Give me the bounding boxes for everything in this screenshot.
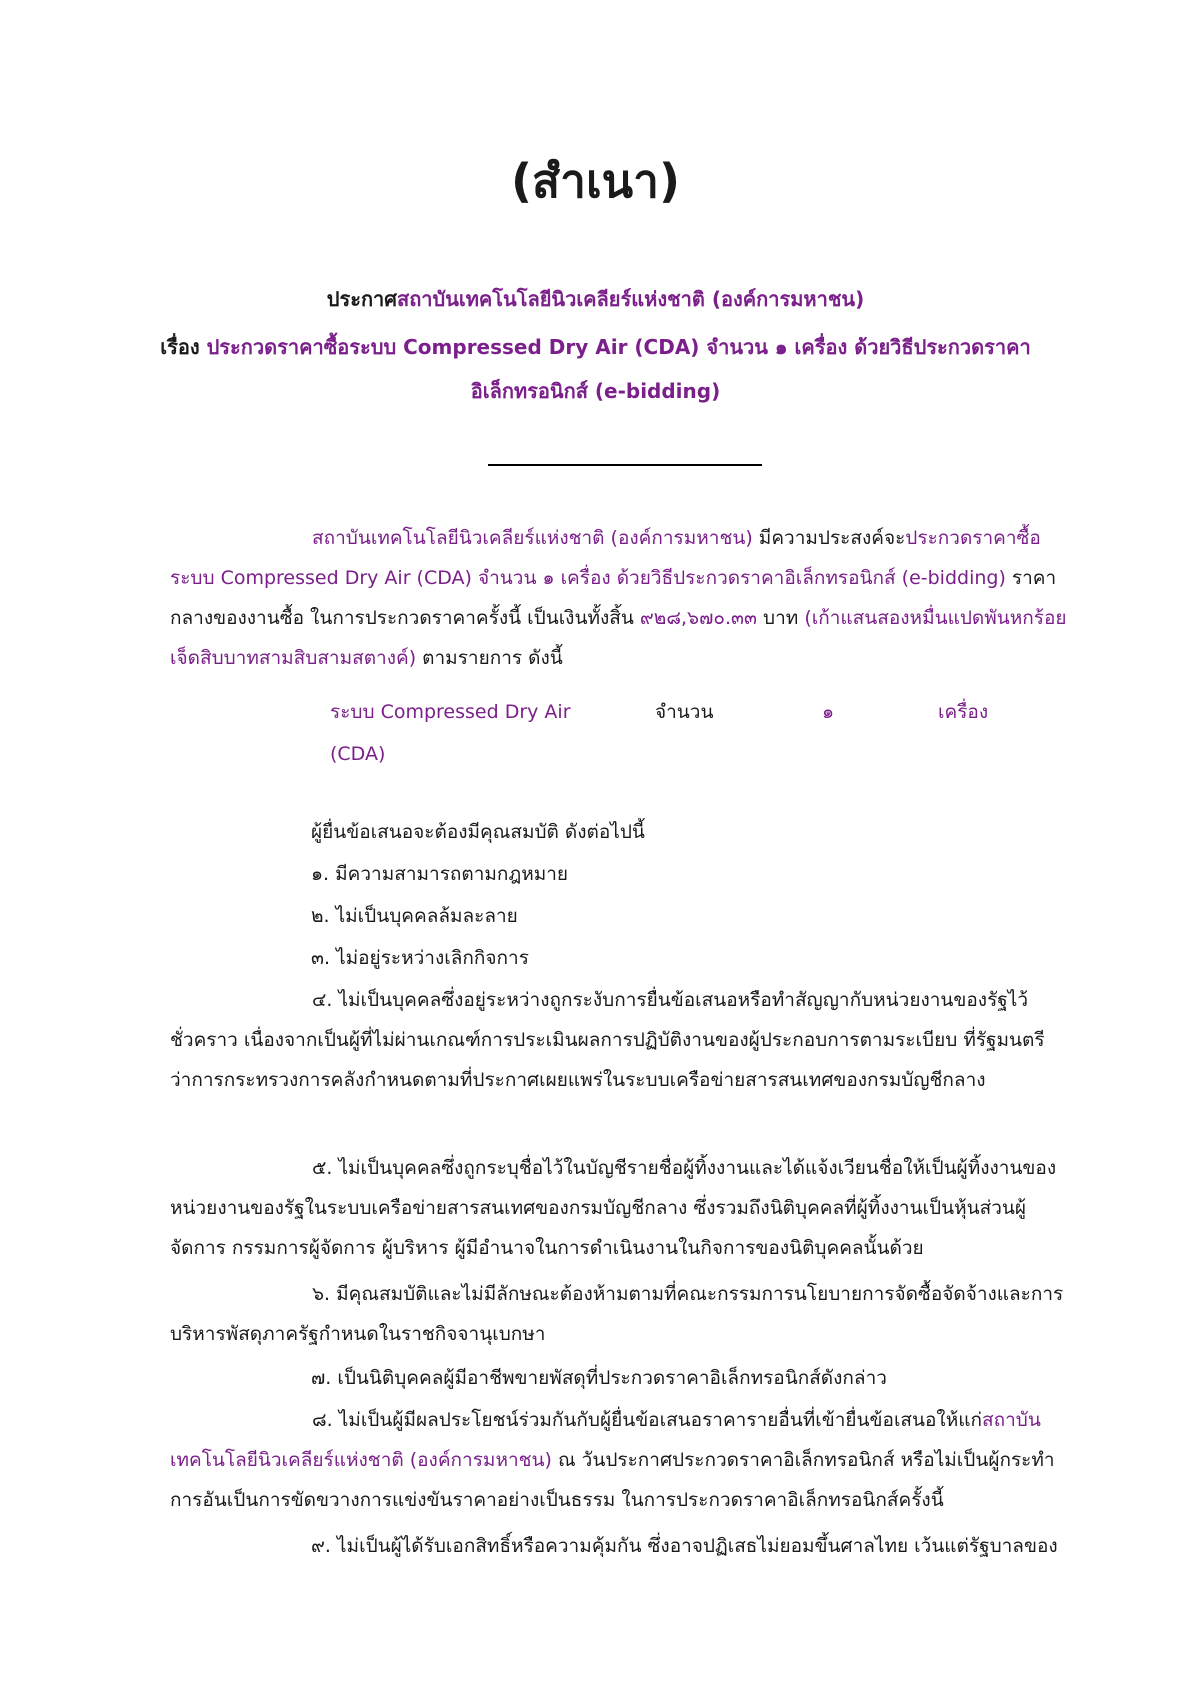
announcement-prefix: ประกาศ — [326, 287, 397, 311]
item-qty-label: จำนวน — [655, 701, 714, 723]
qualification-item: ๑. มีความสามารถตามกฎหมาย — [311, 863, 569, 885]
intro-amount: ๙๒๘,๖๗๐.๓๓ — [639, 607, 757, 629]
qualification-item: ๕. ไม่เป็นบุคคลซึ่งถูกระบุชื่อไว้ในบัญชีรายชื่อผู้ทิ้งงานและได้แจ้งเวียนชื่อให้เป็นผู้ทิ้งงานของหน่วยงานของรัฐในระบบเครือข่ายสารสนเทศของกรมบัญชีกลาง ซึ่งรวมถึงนิติบุคคลที่ผู้ทิ้งงานเป็นหุ้นส่วนผู้จัดการ กรรมการผู้จัดการ ผู้บริหาร ผู้มีอำนาจในการดำเนินงานในกิจการของนิติบุคคลนั้นด้วย — [170, 1157, 1057, 1259]
intro-amount-words: (เก้าแสนสองหมื่นแปดพันหกร้อยเจ็ดสิบบาทสามสิบสามสตางค์) — [170, 607, 1067, 669]
qualification-item — [170, 1400, 1080, 1520]
item-unit: เครื่อง — [938, 701, 989, 723]
q8-org: สถาบันเทคโนโลยีนิวเคลียร์แห่งชาติ (องค์การมหาชน) — [170, 1409, 1041, 1471]
qualification-item: ๓. ไม่อยู่ระหว่างเลิกกิจการ — [311, 947, 529, 969]
intro-org: สถาบันเทคโนโลยีนิวเคลียร์แห่งชาติ (องค์การมหาชน) — [312, 527, 753, 549]
qualification-item: ๖. มีคุณสมบัติและไม่มีลักษณะต้องห้ามตามที่คณะกรรมการนโยบายการจัดซื้อจัดจ้างและการบริหารพัสดุภาครัฐกำหนดในราชกิจจานุเบกษา — [170, 1283, 1064, 1345]
subject-text: ประกวดราคาซื้อระบบ Compressed Dry Air (CDA) จำนวน ๑ เครื่อง ด้วยวิธีประกวดราคา — [206, 335, 1031, 359]
q8-text-a: ๘. ไม่เป็นผู้มีผลประโยชน์ร่วมกันกับผู้ยื่นข้อเสนอราคารายอื่นที่เข้ายื่นข้อเสนอให้แก่ — [312, 1409, 982, 1431]
announcement-line-2 — [0, 334, 1191, 360]
announcement-org: สถาบันเทคโนโลยีนิวเคลียร์แห่งชาติ (องค์การมหาชน) — [396, 287, 865, 311]
announcement-line-1 — [0, 286, 1191, 312]
subject-prefix: เรื่อง — [160, 335, 207, 359]
divider — [488, 464, 762, 466]
q8-text-b: ณ วันประกาศประกวดราคาอิเล็กทรอนิกส์ หรือไม่เป็นผู้กระทำการอันเป็นการขัดขวางการแข่งขันราคาอย่างเป็นธรรม ในการประกวดราคาอิเล็กทรอนิกส์ครั้งนี้ — [170, 1449, 1055, 1511]
intro-project: ประกวดราคาซื้อระบบ Compressed Dry Air (CDA) จำนวน ๑ เครื่อง ด้วยวิธีประกวดราคาอิเล็กทรอนิกส์ (e-bidding) — [170, 527, 1041, 589]
item-name: ระบบ Compressed Dry Air — [330, 701, 571, 723]
qualification-item: ๔. ไม่เป็นบุคคลซึ่งอยู่ระหว่างถูกระงับการยื่นข้อเสนอหรือทำสัญญากับหน่วยงานของรัฐไว้ชั่วคราว เนื่องจากเป็นผู้ที่ไม่ผ่านเกณฑ์การประเมินผลการปฏิบัติงานของผู้ประกอบการตามระเบียบ ที่รัฐมนตรีว่าการกระทรวงการคลังกำหนดตามที่ประกาศเผยแพร่ในระบบเครือข่ายสารสนเทศของกรมบัญชีกลาง — [170, 989, 1045, 1091]
intro-text-2: ราคากลางของงานซื้อ ในการประกวดราคาครั้งนี้ เป็นเงินทั้งสิ้น — [170, 567, 1057, 629]
intro-text-4: ตามรายการ ดังนี้ — [416, 647, 563, 669]
intro-text-1: มีความประสงค์จะ — [752, 527, 906, 549]
qualification-item: ๒. ไม่เป็นบุคคลล้มละลาย — [311, 905, 518, 927]
document-title: (สำเนา) — [511, 154, 680, 208]
qualification-item: ๗. เป็นนิติบุคคลผู้มีอาชีพขายพัสดุที่ประกวดราคาอิเล็กทรอนิกส์ดังกล่าว — [311, 1367, 887, 1389]
intro-paragraph — [170, 518, 1080, 678]
item-qty: ๑ — [822, 701, 835, 723]
intro-text-3: บาท — [757, 607, 805, 629]
qualification-item: ๙. ไม่เป็นผู้ได้รับเอกสิทธิ์หรือความคุ้มกัน ซึ่งอาจปฏิเสธไม่ยอมขึ้นศาลไทย เว้นแต่รัฐบาลของ — [311, 1535, 1058, 1557]
announcement-line-3 — [0, 378, 1191, 404]
subject-text-cont: อิเล็กทรอนิกส์ (e-bidding) — [470, 379, 721, 403]
qualifications-heading: ผู้ยื่นข้อเสนอจะต้องมีคุณสมบัติ ดังต่อไปนี้ — [311, 821, 645, 843]
item-name-cont: (CDA) — [330, 743, 386, 765]
